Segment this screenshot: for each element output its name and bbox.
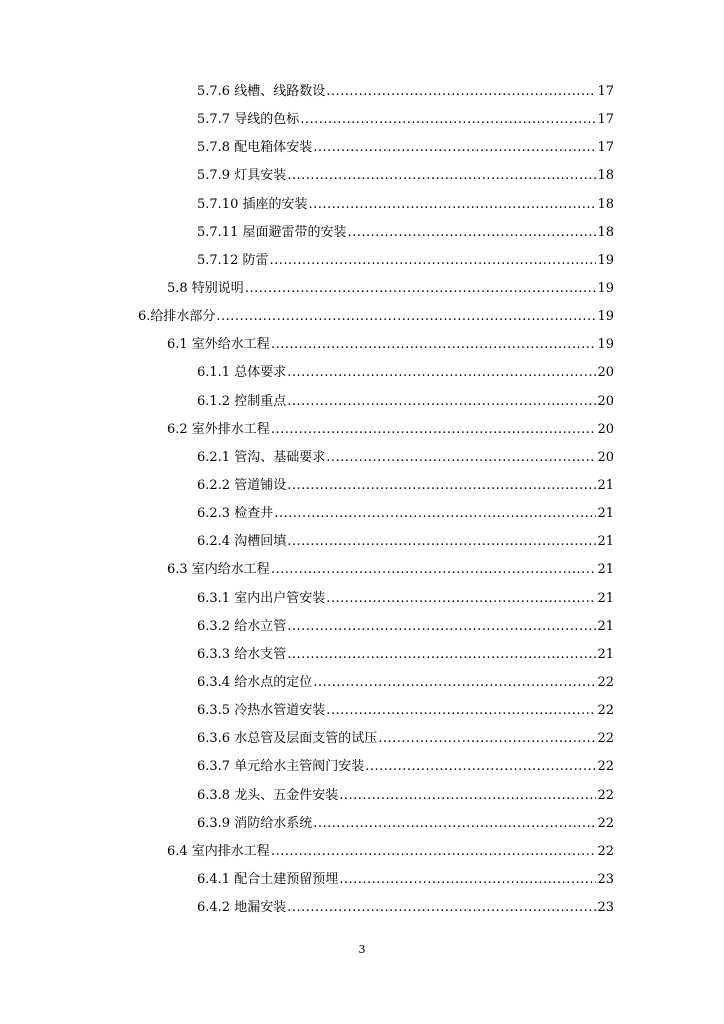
toc-leader-dots xyxy=(326,585,596,613)
toc-leader-dots xyxy=(365,753,596,781)
toc-entry-page: 22 xyxy=(597,674,614,690)
toc-entry[interactable] xyxy=(138,303,614,331)
toc-leader-dots xyxy=(347,219,596,247)
toc-entry[interactable] xyxy=(197,219,614,247)
toc-entry[interactable] xyxy=(197,191,614,219)
toc-entry[interactable] xyxy=(167,275,614,303)
toc-leader-dots xyxy=(274,500,596,528)
toc-entry-label: 6.给排水部分 xyxy=(138,309,216,325)
toc-entry-page: 22 xyxy=(597,787,614,803)
toc-leader-dots xyxy=(313,669,596,697)
toc-entry[interactable] xyxy=(197,162,614,190)
toc-entry[interactable] xyxy=(197,528,614,556)
toc-leader-dots xyxy=(271,556,597,584)
toc-entry[interactable] xyxy=(197,725,614,753)
toc-entry[interactable] xyxy=(167,416,614,444)
toc-leader-dots xyxy=(216,303,596,331)
toc-entry-label: 6.3 室内给水工程 xyxy=(167,562,270,578)
toc-leader-dots xyxy=(287,472,596,500)
toc-entry-page: 22 xyxy=(597,703,614,719)
toc-leader-dots xyxy=(287,388,596,416)
toc-entry-page: 21 xyxy=(597,562,614,578)
toc-entry[interactable] xyxy=(197,613,614,641)
toc-entry-page: 17 xyxy=(597,84,614,99)
toc-entry-page: 20 xyxy=(597,449,614,465)
toc-entry[interactable] xyxy=(197,388,614,416)
toc-entry-label: 6.2.4 沟槽回填 xyxy=(197,534,287,550)
toc-entry-page: 18 xyxy=(597,196,614,212)
toc-entry-label: 6.4 室内排水工程 xyxy=(167,843,270,859)
page-number: 3 xyxy=(358,943,366,956)
toc-leader-dots xyxy=(269,247,596,275)
toc-entry[interactable] xyxy=(197,78,614,106)
toc-entry-label: 6.2.3 检查井 xyxy=(197,506,274,522)
toc-entry-page: 22 xyxy=(597,815,614,831)
toc-leader-dots xyxy=(326,78,596,106)
toc-entry-page: 21 xyxy=(597,590,614,606)
toc-entry[interactable] xyxy=(197,106,614,134)
toc-leader-dots xyxy=(326,444,596,472)
toc-entry-label: 6.3.4 给水点的定位 xyxy=(197,674,313,690)
toc-entry-label: 6.2 室外排水工程 xyxy=(167,421,270,437)
toc-entry-label: 5.7.10 插座的安装 xyxy=(197,196,308,212)
toc-entry-page: 17 xyxy=(597,112,614,128)
toc-leader-dots xyxy=(378,725,596,753)
toc-entry-page: 21 xyxy=(597,534,614,550)
toc-entry-label: 6.3.7 单元给水主管阀门安装 xyxy=(197,759,365,775)
toc-entry[interactable] xyxy=(197,134,614,162)
toc-entry-page: 21 xyxy=(597,618,614,634)
toc-entry-page: 21 xyxy=(597,477,614,493)
toc-entry-label: 5.7.8 配电箱体安装 xyxy=(197,140,313,156)
toc-leader-dots xyxy=(287,359,596,387)
toc-entry[interactable] xyxy=(197,697,614,725)
toc-entry-page: 23 xyxy=(597,871,614,887)
toc-entry-page: 19 xyxy=(597,337,614,353)
toc-leader-dots xyxy=(287,641,596,669)
toc-leader-dots xyxy=(326,697,596,725)
toc-entry[interactable] xyxy=(197,753,614,781)
toc-entry-page: 19 xyxy=(597,309,614,325)
toc-entry-label: 6.3.8 龙头、五金件安装 xyxy=(197,787,339,803)
toc-entry-label: 6.3.9 消防给水系统 xyxy=(197,815,313,831)
toc-entry[interactable] xyxy=(197,669,614,697)
toc-entry-label: 6.3.5 冷热水管道安装 xyxy=(197,703,326,719)
toc-leader-dots xyxy=(271,416,597,444)
toc-leader-dots xyxy=(271,331,597,359)
toc-leader-dots xyxy=(287,528,596,556)
toc-entry[interactable] xyxy=(197,359,614,387)
toc-leader-dots xyxy=(339,782,596,810)
toc-leader-dots xyxy=(339,866,596,894)
toc-leader-dots xyxy=(313,134,596,162)
toc-entry-label: 6.4.2 地漏安装 xyxy=(197,900,287,916)
toc-entry-label: 6.3.1 室内出户管安装 xyxy=(197,590,326,606)
toc-entry[interactable] xyxy=(167,556,614,584)
toc-entry[interactable] xyxy=(167,838,614,866)
toc-entry-label: 5.7.9 灯具安装 xyxy=(197,168,287,184)
toc-leader-dots xyxy=(308,191,596,219)
toc-entry-page: 17 xyxy=(597,140,614,156)
toc-leader-dots xyxy=(313,810,596,838)
toc-entry-page: 20 xyxy=(597,421,614,437)
toc-entry-page: 22 xyxy=(597,759,614,775)
toc-entry-page: 19 xyxy=(597,252,614,268)
toc-entry[interactable] xyxy=(197,444,614,472)
toc-entry[interactable] xyxy=(197,641,614,669)
toc-entry-page: 20 xyxy=(597,365,614,381)
toc-entry-page: 22 xyxy=(597,731,614,747)
toc-entry-label: 6.4.1 配合土建预留预埋 xyxy=(197,871,339,887)
toc-entry-label: 6.1.2 控制重点 xyxy=(197,393,287,409)
toc-entry-label: 6.2.2 管道铺设 xyxy=(197,477,287,493)
toc-entry-page: 21 xyxy=(597,646,614,662)
toc-entry[interactable] xyxy=(167,331,614,359)
toc-leader-dots xyxy=(300,106,596,134)
toc-entry[interactable] xyxy=(197,894,614,922)
toc-entry-page: 18 xyxy=(597,224,614,240)
toc-leader-dots xyxy=(287,162,596,190)
toc-entry-page: 19 xyxy=(597,280,614,296)
toc-entry-label: 5.7.12 防雷 xyxy=(197,252,269,268)
toc-entry-label: 6.1.1 总体要求 xyxy=(197,365,287,381)
toc-entry-label: 6.3.3 给水支管 xyxy=(197,646,287,662)
toc-entry[interactable] xyxy=(197,500,614,528)
toc-entry[interactable] xyxy=(197,782,614,810)
toc-entry[interactable] xyxy=(197,585,614,613)
toc-leader-dots xyxy=(287,894,596,922)
toc-entry-label: 6.3.6 水总管及层面支管的试压 xyxy=(197,731,378,747)
toc-entry-label: 6.2.1 管沟、基础要求 xyxy=(197,449,326,465)
toc-entry-label: 5.8 特别说明 xyxy=(167,280,244,296)
toc-leader-dots xyxy=(287,613,596,641)
toc-leader-dots xyxy=(245,275,597,303)
toc-entry-page: 22 xyxy=(597,843,614,859)
toc-entry[interactable] xyxy=(197,247,614,275)
toc-entry[interactable] xyxy=(197,472,614,500)
toc-entry-page: 18 xyxy=(597,168,614,184)
toc-entry-page: 23 xyxy=(597,900,614,916)
toc-entry[interactable] xyxy=(197,866,614,894)
table-of-contents xyxy=(0,78,724,922)
toc-entry[interactable] xyxy=(197,810,614,838)
toc-entry-label: 6.1 室外给水工程 xyxy=(167,337,270,353)
toc-entry-page: 21 xyxy=(597,506,614,522)
toc-entry-label: 5.7.7 导线的色标 xyxy=(197,112,300,128)
toc-entry-label: 5.7.6 线槽、线路数设 xyxy=(197,84,326,99)
toc-leader-dots xyxy=(271,838,597,866)
toc-entry-label: 5.7.11 屋面避雷带的安装 xyxy=(197,224,347,240)
toc-entry-page: 20 xyxy=(597,393,614,409)
toc-entry-label: 6.3.2 给水立管 xyxy=(197,618,287,634)
